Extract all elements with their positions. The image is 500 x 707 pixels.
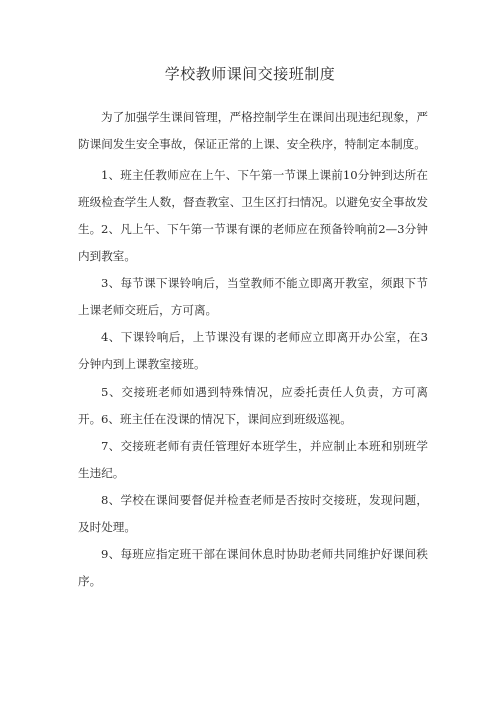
rule-paragraph-8: 8、学校在课间要督促并检查老师是否按时交接班，发现问题，及时处理。 (78, 493, 428, 534)
rule-paragraph-2: 2、凡上午、下午第一节课有课的老师应在预备铃响前2—3分钟内到教室。 (78, 222, 428, 263)
rule-paragraph-5: 5、交接班老师如遇到特殊情况，应委托责任人负责，方可离开。 (78, 385, 428, 426)
rule-paragraph-3: 3、每节课下课铃响后，当堂教师不能立即离开教室，须跟下节上课老师交班后，方可离。 (78, 276, 428, 317)
rule-paragraph-4: 4、下课铃响后，上节课没有课的老师应立即离开办公室，在3分钟内到上课教室接班。 (78, 330, 428, 371)
document-title: 学校教师课间交接班制度 (164, 65, 336, 83)
rule-paragraph-7: 7、交接班老师有责任管理好本班学生，并应制止本班和别班学生违纪。 (78, 439, 428, 480)
rule-paragraph-9: 9、每班应指定班干部在课间休息时协助老师共同维护好课间秩序。 (78, 547, 428, 588)
rule-paragraph-6: 6、班主任在没课的情况下，课间应到班级巡视。 (101, 412, 352, 426)
intro-paragraph: 为了加强学生课间管理，严格控制学生在课间出现违纪现象，严防课间发生安全事故，保证正常的上课、安全秩序，特制定本制度。 (78, 110, 428, 151)
rule-paragraph-1: 1、班主任教师应在上午、下午第一节课上课前10分钟到达所在班级检查学生人数，督查教室、卫生区打扫情况。以避免安全事故发生。 (78, 168, 428, 236)
